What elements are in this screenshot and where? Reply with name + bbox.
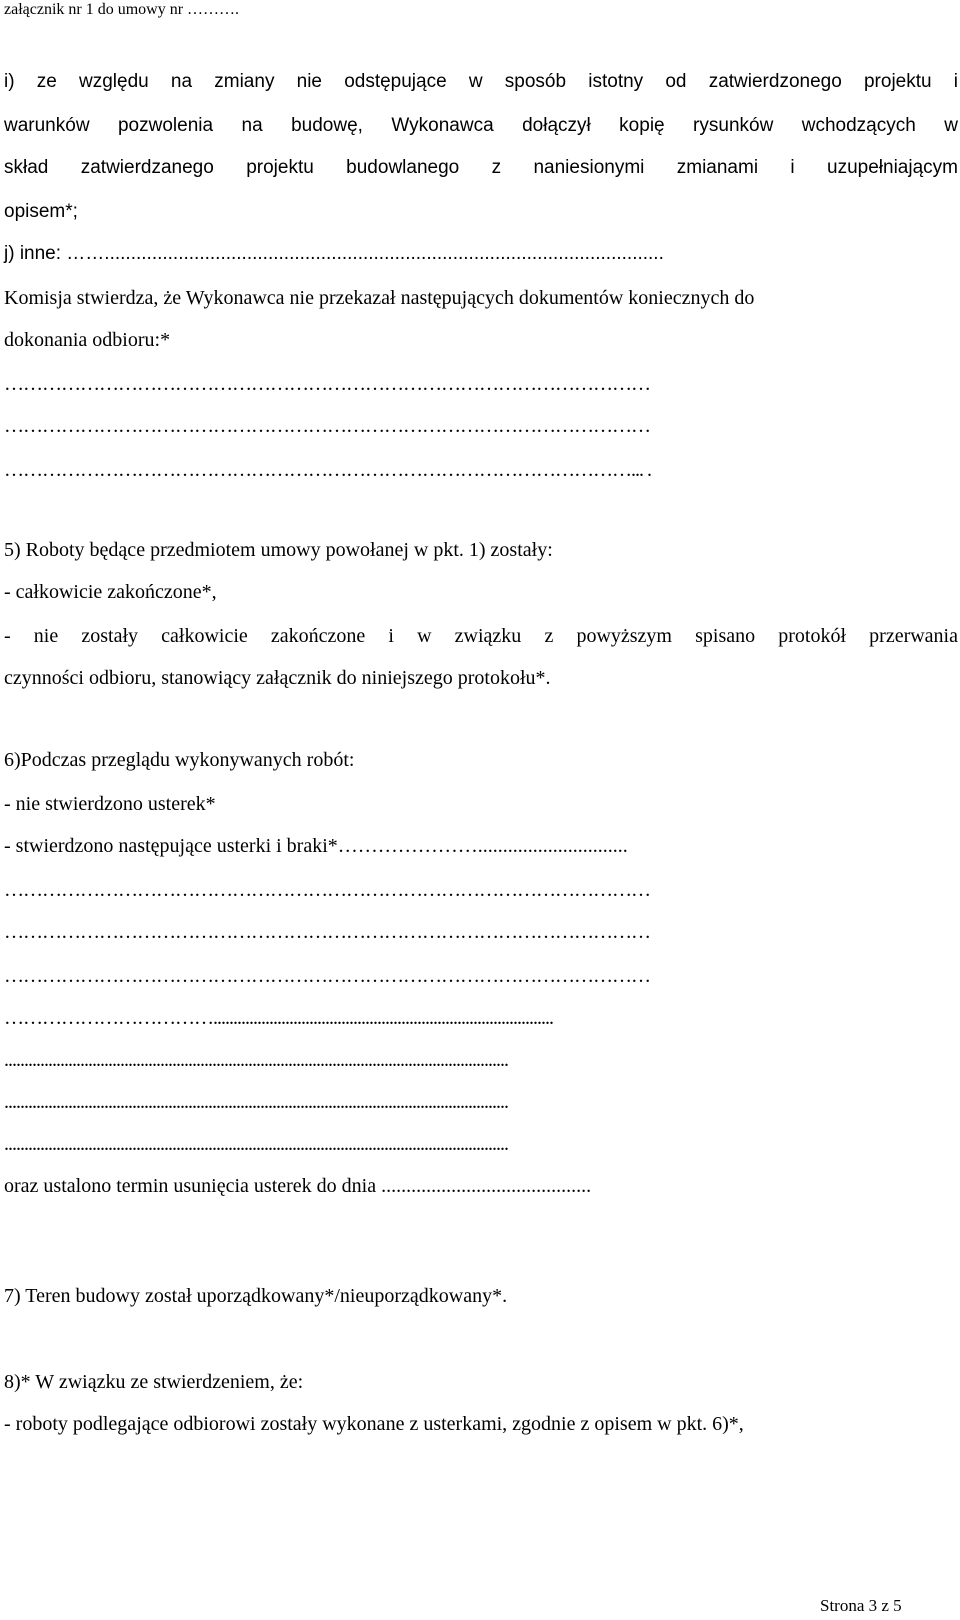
- section-i-line-1: i) ze względu na zmiany nie odstępujące w sposób istotny od zatwierdzonego projektu i: [4, 71, 958, 92]
- section-6-line-2: - nie stwierdzono usterek*: [4, 793, 216, 815]
- fill-line-2: …………………………………………………………………………………………: [4, 415, 650, 437]
- section-5-line-4: czynności odbioru, stanowiący załącznik do niniejszego protokołu*.: [4, 667, 551, 689]
- fill-line-10: ..............................................................................................................................: [4, 1133, 508, 1155]
- section-8-line-1: 8)* W związku ze stwierdzeniem, że:: [4, 1371, 304, 1393]
- section-5-line-1: 5) Roboty będące przedmiotem umowy powołanej w pkt. 1) zostały:: [4, 539, 553, 561]
- fill-line-3: ………………………………………………………………………………………... .: [4, 459, 651, 481]
- komisja-line-1: Komisja stwierdza, że Wykonawca nie przekazał następujących dokumentów koniecznych do: [4, 287, 755, 309]
- deadline-line: oraz ustalono termin usunięcia usterek do dnia ..........................................: [4, 1175, 592, 1197]
- section-8-line-2: - roboty podlegające odbiorowi zostały wykonane z usterkami, zgodnie z opisem w pkt. 6)*,: [4, 1413, 744, 1435]
- section-5-line-2: - całkowicie zakończone*,: [4, 581, 217, 603]
- fill-line-4: …………………………………………………………………………………………: [4, 879, 650, 901]
- fill-line-7: …………………………….....................................................................................: [4, 1007, 553, 1029]
- section-5-line-3: - nie zostały całkowicie zakończone i w związku z powyższym spisano protokół przerwania: [4, 625, 958, 647]
- page-number: Strona 3 z 5: [820, 1596, 902, 1615]
- fill-line-8: ..............................................................................................................................: [4, 1049, 508, 1071]
- fill-line-6: …………………………………………………………………………………………: [4, 965, 650, 987]
- section-6-line-3: - stwierdzono następujące usterki i braki*…………………..............................: [4, 835, 628, 857]
- fill-line-9: ..............................................................................................................................: [4, 1091, 508, 1113]
- section-7-line: 7) Teren budowy został uporządkowany*/nieuporządkowany*.: [4, 1285, 508, 1307]
- section-j-line: j) inne: ……..........................................................................................................: [4, 243, 664, 264]
- fill-line-1: …………………………………………………………………………………………: [4, 373, 650, 395]
- komisja-line-2: dokonania odbioru:*: [4, 329, 171, 351]
- section-i-line-4: opisem*;: [4, 201, 78, 222]
- document-header: załącznik nr 1 do umowy nr ……….: [4, 1, 240, 18]
- section-i-line-3: skład zatwierdzanego projektu budowlanego z naniesionymi zmianami i uzupełniającym: [4, 157, 958, 178]
- fill-line-5: …………………………………………………………………………………………: [4, 921, 650, 943]
- section-6-line-1: 6)Podczas przeglądu wykonywanych robót:: [4, 749, 355, 771]
- section-i-line-2: warunków pozwolenia na budowę, Wykonawca dołączył kopię rysunków wchodzących w: [4, 115, 958, 136]
